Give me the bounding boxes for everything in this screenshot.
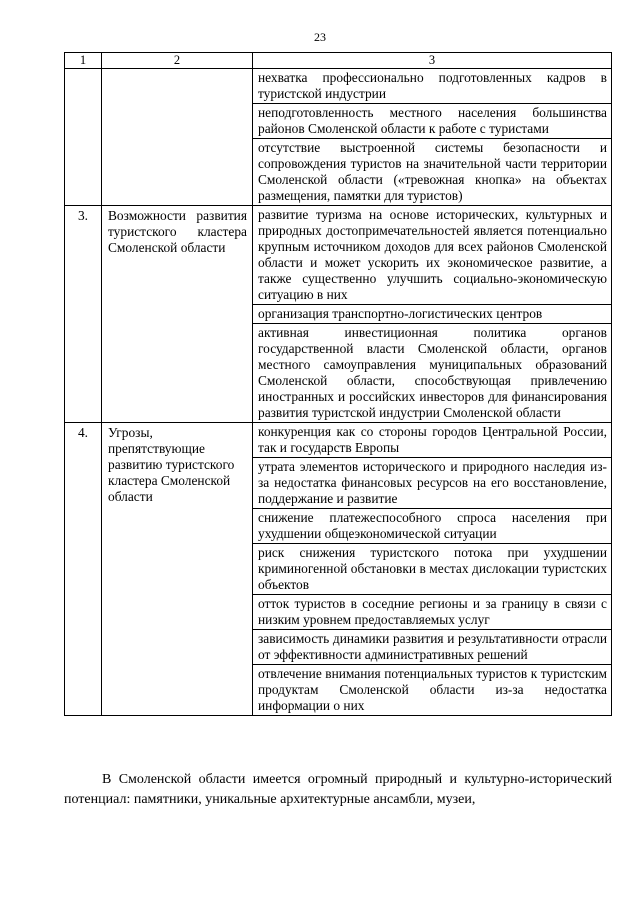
list-item: организация транспортно-логистических центров (253, 305, 611, 324)
list-item: отвлечение внимания потенциальных туристов к туристским продуктам Смоленской области из-за недостатка информации о них (258, 666, 607, 713)
row-title: Угрозы, препятствующие развитию туристского кластера Смоленской области (102, 423, 253, 716)
row-items (253, 69, 612, 206)
list-item: активная инвестиционная политика органов государственной власти Смоленской области, органов местного самоуправления муниципальных образований Смоленской области, способствующая привлечению иностранных и российских инвесторов для финансирования развития туристской индустрии Смоленской области (258, 325, 607, 420)
list-item: конкуренция как со стороны городов Центральной России, так и государств Европы (253, 423, 611, 458)
row-items (253, 206, 612, 423)
list-item: утрата элементов исторического и природного наследия из-за недостатка финансовых ресурсов на его восстановление, поддержание и развитие (253, 458, 611, 509)
row-title: Возможности развития туристского кластера Смоленской области (102, 206, 253, 423)
list-item: неподготовленность местного населения большинства районов Смоленской области к работе с туристами (253, 104, 611, 139)
list-item: риск снижения туристского потока при ухудшении криминогенной обстановки в местах дислокации туристских объектов (253, 544, 611, 595)
row-number (65, 69, 102, 206)
header-col-2: 2 (102, 53, 253, 69)
row-items (253, 423, 612, 716)
row-number: 3. (65, 206, 102, 423)
list-item: зависимость динамики развития и результативности отрасли от эффективности административных решений (253, 630, 611, 665)
list-item: снижение платежеспособного спроса населения при ухудшении общеэкономической ситуации (253, 509, 611, 544)
header-col-3: 3 (253, 53, 612, 69)
table-row (65, 206, 612, 423)
list-item: отток туристов в соседние регионы и за границу в связи с низким уровнем предоставляемых услуг (253, 595, 611, 630)
table-header-row (65, 53, 612, 69)
row-number: 4. (65, 423, 102, 716)
page-number: 23 (314, 30, 326, 44)
list-item: отсутствие выстроенной системы безопасности и сопровождения туристов на значительной части территории Смоленской области («тревожная кнопка» на объектах размещения, памятки для туристов) (258, 140, 607, 203)
list-item: нехватка профессионально подготовленных кадров в туристской индустрии (253, 69, 611, 104)
row-title (102, 69, 253, 206)
table-row (65, 69, 612, 206)
header-col-1: 1 (65, 53, 102, 69)
swot-table (64, 52, 612, 716)
table-row (65, 423, 612, 716)
list-item: развитие туризма на основе исторических, культурных и природных достопримечательностей является потенциально крупным источником доходов для всех районов Смоленской области и может ускорить их экономическое развитие, а также существенно улучшить социально-экономическую ситуацию в них (253, 206, 611, 305)
body-paragraph: В Смоленской области имеется огромный природный и культурно-исторический потенциал: памятники, уникальные архитектурные ансамбли, музеи, (64, 772, 612, 807)
